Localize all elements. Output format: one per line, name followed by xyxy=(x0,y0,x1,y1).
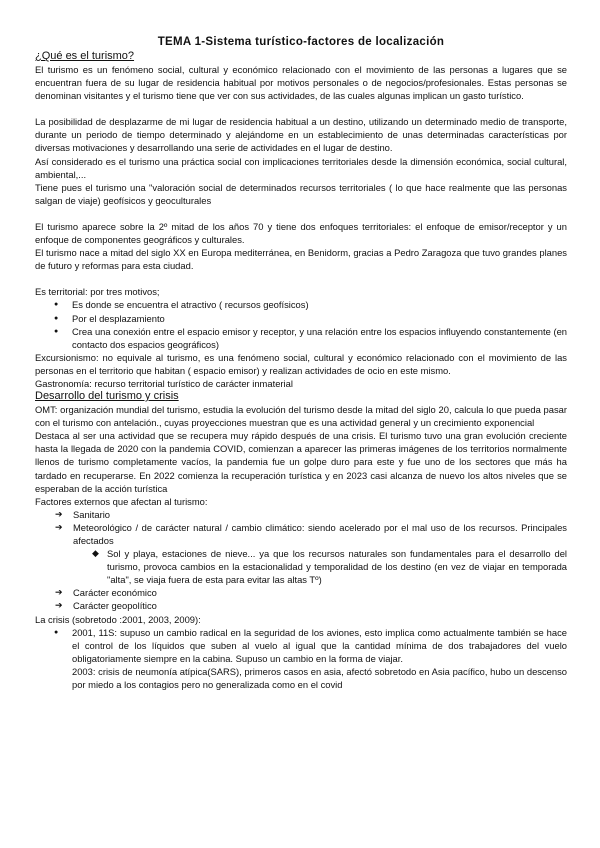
paragraph: La posibilidad de desplazarme de mi lugar de residencia habitual a un destino, utilizando un determinado medio de transporte, durante un periodo de tiempo determinado y alejándome en un establecimiento de unas determinadas características por diversas motivaciones y desarrollando una serie de actividades en el lugar de destino. xyxy=(35,116,567,154)
paragraph: OMT: organización mundial del turismo, estudia la evolución del turismo desde la mitad del siglo 20, calcula lo que pueda pasar con el turismo con antelación., cuyas proyecciones muestran que es una actividad general y un crecimiento exponencial xyxy=(35,404,567,429)
list-item: ➔ Carácter económico xyxy=(35,586,567,599)
paragraph: Así considerado es el turismo una práctica social con implicaciones territoriales desde la dimensión económica, social cultural, ambiental,... xyxy=(35,155,567,180)
list-item xyxy=(35,626,567,691)
paragraph: La crisis (sobretodo :2001, 2003, 2009): xyxy=(35,613,201,625)
affected-sublist xyxy=(35,547,567,586)
list-item: ➔ Carácter geopolítico xyxy=(35,599,567,612)
crisis-list xyxy=(35,626,567,691)
section-heading-desarrollo: Desarrollo del turismo y crisis xyxy=(35,390,179,403)
paragraph: Gastronomía: recurso territorial turístico de carácter inmaterial xyxy=(35,377,293,389)
paragraph: Factores externos que afectan al turismo: xyxy=(35,495,208,507)
crisis-2001-text: 2001, 11S: supuso un cambio radical en la seguridad de los aviones, esto implica como actualmente también se hace el control de los líquidos que suben al vuelo al igual que la cantidad mínima de dos trabajadores del vuelo obligatoriamente siempre en la cabina. Supuso un cambio en la forma de viajar. xyxy=(72,626,567,664)
external-factors-list-continued xyxy=(35,586,567,612)
section-heading-que-es-turismo: ¿Qué es el turismo? xyxy=(35,50,135,62)
paragraph: El turismo es un fenómeno social, cultural y económico relacionado con el movimiento de las personas a lugares que se encuentran fuera de su lugar de residencia habitual por motivos personales o de negocios/profesionales. Estas personas se denominan visitantes y el turismo tiene que ver con sus actividades, de las cuales algunas implican un gasto turístico. xyxy=(35,64,567,102)
list-item: ● Crea una conexión entre el espacio emisor y receptor, y una relación entre los espacios influyendo constantemente (en contacto dos espacios geográficos) xyxy=(35,325,567,351)
paragraph: Excursionismo: no equivale al turismo, es una fenómeno social, cultural y económico relacionado con el movimiento de las personas en el territorio que habitan ( espacio emisor) y realizan actividades de ocio en este mismo. xyxy=(35,351,567,376)
paragraph: El turismo aparece sobre la 2º mitad de los años 70 y tiene dos enfoques territoriales: el enfoque de emisor/receptor y un enfoque de componentes geográficos y culturales. xyxy=(35,220,567,246)
territorial-reasons-list xyxy=(35,298,567,350)
external-factors-list xyxy=(35,508,567,547)
paragraph: Es territorial: por tres motivos; xyxy=(35,286,160,298)
list-item: ➔ Meteorológico / de carácter natural / cambio climático: siendo acelerado por el mal uso de los recursos. Principales afectados xyxy=(35,521,567,547)
paragraph: Tiene pues el turismo una "valoración social de determinados recursos territoriales ( lo que hace realmente que las personas salgan de viaje) geofísicos y geoculturales xyxy=(35,181,567,206)
page-title: TEMA 1-Sistema turístico-factores de localización xyxy=(157,36,445,48)
spacer xyxy=(35,272,567,285)
crisis-2003-text: 2003: crisis de neumonía atípica(SARS), primeros casos en asia, afectó sobretodo en Asia pacífico, hubo un descenso por miedo a los contagios pero no generalizada como en el covid xyxy=(72,665,567,691)
paragraph: El turismo nace a mitad del siglo XX en Europa mediterránea, en Benidorm, gracias a Pedro Zaragoza que tuvo grandes planes de futuro y reformas para esta ciudad. xyxy=(35,247,567,272)
list-item: ● Por el desplazamiento xyxy=(35,312,567,325)
spacer xyxy=(35,102,567,115)
list-item: ● Es donde se encuentra el atractivo ( recursos geofísicos) xyxy=(35,298,567,311)
list-item: ◆ Sol y playa, estaciones de nieve... ya que los recursos naturales son fundamentales para el desarrollo del turismo, provoca cambios en la estacionalidad y temporalidad de los destino (en vez de viajar en temporada "alta", se viaja fuera de esta para evitar las altas Tº) xyxy=(35,547,567,586)
spacer xyxy=(35,207,567,220)
list-item: ➔ Sanitario xyxy=(35,508,567,521)
paragraph: Destaca al ser una actividad que se recupera muy rápido después de una crisis. El turismo tuvo una gran evolución creciente hasta la llegada de 2020 con la pandemia COVID, comienzan a aparecer las primeras imágenes de los territorios normalmente llenos de turismo completamente vacíos, la pandemia fue un golpe duro para este y fue uno de los sectores que más ha tardado en recuperarse. En 2022 comienza la recuperación turística y en 2023 casi alcanza de nuevo los altos niveles que se esperaban de la acción turística xyxy=(35,430,567,494)
